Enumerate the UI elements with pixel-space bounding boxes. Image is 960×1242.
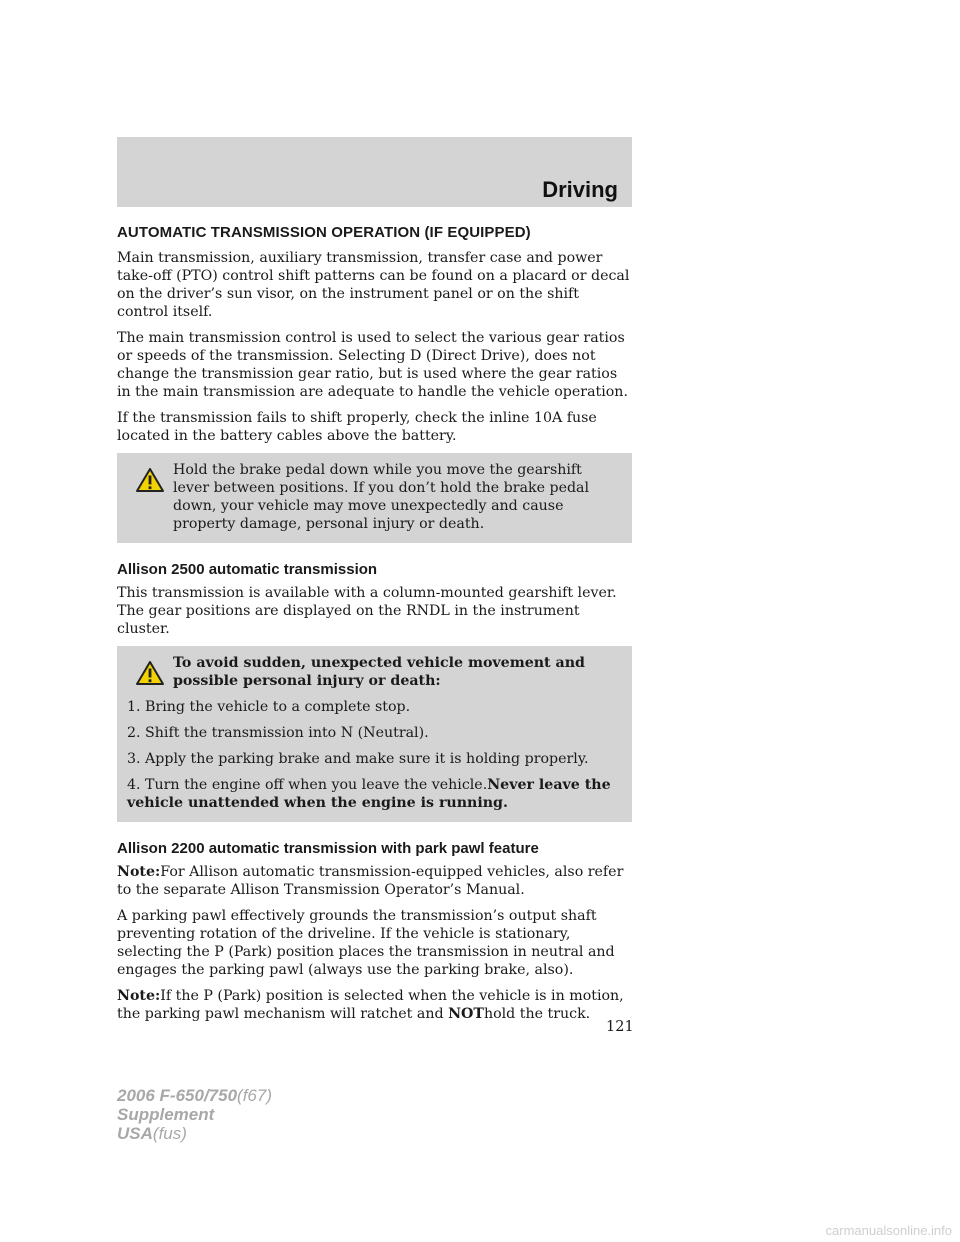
page-number: 121 — [606, 1019, 634, 1035]
intro-paragraph-2: The main transmission control is used to select the various gear ratios or speeds of the transmission. Selecting D (Direct Drive), does not change the transmission gear ratio, but is used where the gear ratios in the main transmission are adequate to handle the vehicle operation. — [117, 330, 628, 400]
warning-step-3: 3. Apply the parking brake and make sure it is holding properly. — [127, 751, 589, 767]
footer-line-1: 2006 F-650/750(f67) — [117, 1086, 273, 1105]
allison-2200-heading: Allison 2200 automatic transmission with park pawl feature — [117, 840, 539, 857]
page-content — [117, 212, 632, 1031]
allison-2200-note-1: Note:For Allison automatic transmission-equipped vehicles, also refer to the separate Allison Transmission Operator’s Manual. — [117, 864, 624, 898]
warning-lead: To avoid sudden, unexpected vehicle movement and possible personal injury or death: — [173, 655, 585, 689]
section-heading: AUTOMATIC TRANSMISSION OPERATION (IF EQUIPPED) — [117, 224, 531, 241]
intro-paragraph-1: Main transmission, auxiliary transmission, transfer case and power take-off (PTO) control shift patterns can be found on a placard or decal on the driver’s sun visor, on the instrument panel or on the shift control itself. — [117, 250, 630, 320]
warning-box-brake — [117, 453, 632, 543]
allison-2500-text: This transmission is available with a column-mounted gearshift lever. The gear positions are displayed on the RNDL in the instrument cluster. — [117, 585, 617, 637]
warning-triangle-icon — [135, 660, 165, 686]
allison-2500-heading: Allison 2500 automatic transmission — [117, 561, 378, 578]
allison-2200-paragraph: A parking pawl effectively grounds the transmission’s output shaft preventing rotation of the driveline. If the vehicle is stationary, selecting the P (Park) position places the transmission in neutral and engages the parking pawl (always use the parking brake, also). — [117, 908, 615, 978]
page-section-title: Driving — [542, 177, 618, 202]
footer-line-3: USA(fus) — [117, 1124, 187, 1143]
header-band — [117, 137, 632, 207]
warning-text-brake: Hold the brake pedal down while you move the gearshift lever between positions. If you don’t hold the brake pedal down, your vehicle may move unexpectedly and cause property damage, personal injury or death. — [173, 462, 590, 532]
warning-step-1: 1. Bring the vehicle to a complete stop. — [127, 699, 411, 715]
intro-paragraph-3: If the transmission fails to shift properly, check the inline 10A fuse located in the battery cables above the battery. — [117, 410, 597, 444]
warning-step-2: 2. Shift the transmission into N (Neutral). — [127, 725, 429, 741]
warning-box-vehicle-movement — [117, 646, 632, 822]
footer-line-2: Supplement — [117, 1105, 215, 1124]
warning-triangle-icon — [135, 467, 165, 493]
warning-step-4: 4. Turn the engine off when you leave the vehicle.Never leave the vehicle unattended when the engine is running. — [127, 777, 611, 811]
footer-info — [117, 1086, 272, 1143]
allison-2200-note-2: Note:If the P (Park) position is selected when the vehicle is in motion, the parking pawl mechanism will ratchet and NOThold the truck. — [117, 988, 624, 1022]
watermark: carmanualsonline.info — [825, 1223, 952, 1238]
